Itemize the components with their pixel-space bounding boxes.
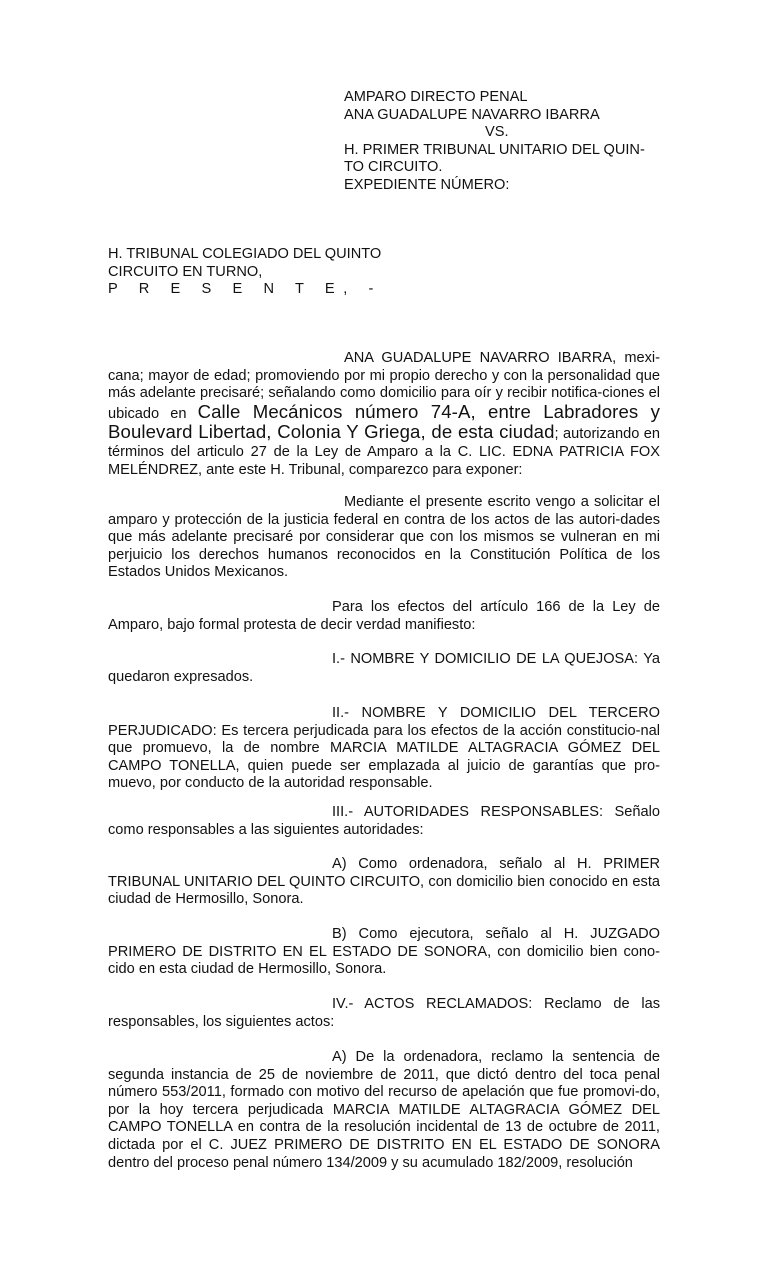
- addressee: [108, 246, 668, 299]
- case-type: AMPARO DIRECTO PENAL: [344, 89, 528, 105]
- intro-text-1: ANA GUADALUPE NAVARRO IBARRA, mexi-cana; mayor de edad; promoviendo por mi propio derecho y con la personalidad que más adelante precisaré; señalando como domicilio para oír y recibir notifica-ciones el ubicado en: [108, 350, 660, 422]
- paragraph-article-166: Para los efectos del artículo 166 de la Ley de Amparo, bajo formal protesta de decir verdad manifiesto:: [108, 599, 660, 633]
- addressee-line-1: H. TRIBUNAL COLEGIADO DEL QUINTO: [108, 246, 382, 262]
- intro-address: Calle Mecánicos número 74-A, entre Labradores y Boulevard Libertad, Colonia Y Griega, de esta ciudad: [108, 400, 661, 443]
- paragraph-authority-b: B) Como ejecutora, señalo al H. JUZGADO PRIMERO DE DISTRITO EN EL ESTADO DE SONORA, con domicilio bien cono-cido en esta ciudad de Hermosillo, Sonora.: [108, 926, 660, 978]
- paragraph-request: Mediante el presente escrito vengo a solicitar el amparo y protección de la justicia federal en contra de los actos de las autori-dades que más adelante precisaré por considerar que con los mismos se vulneran en mi perjuicio los derechos humanos reconocidos en la Constitución Política de los Estados Unidos Mexicanos.: [108, 494, 660, 581]
- paragraph-section-iv: IV.- ACTOS RECLAMADOS: Reclamo de las responsables, los siguientes actos:: [108, 996, 660, 1030]
- versus-label: VS.: [485, 124, 509, 141]
- paragraph-authority-a: A) Como ordenadora, señalo al H. PRIMER TRIBUNAL UNITARIO DEL QUINTO CIRCUITO, con domicilio bien conocido en esta ciudad de Hermosillo, Sonora.: [108, 856, 660, 908]
- case-header: [344, 89, 674, 195]
- paragraph-section-ii: II.- NOMBRE Y DOMICILIO DEL TERCERO PERJUDICADO: Es tercera perjudicada para los efectos de la acción constitucio-nal que promuevo, la de nombre MARCIA MATILDE ALTAGRACIA GÓMEZ DEL CAMPO TONELLA, quien puede ser emplazada al juicio de garantías que pro-muevo, por conducto de la autoridad responsable.: [108, 705, 660, 792]
- defendant-line-2: TO CIRCUITO.: [344, 159, 443, 176]
- file-number-label: EXPEDIENTE NÚMERO:: [344, 176, 510, 193]
- defendant-line-1: H. PRIMER TRIBUNAL UNITARIO DEL QUIN-: [344, 141, 645, 158]
- intro-paragraph: [108, 350, 660, 479]
- intro-text-2: ; autorizando en términos del articulo 27 de la Ley de Amparo a la C. LIC. EDNA PATRICIA FOX MELÉNDREZ, ante este H. Tribunal, comparezco para exponer:: [108, 426, 660, 478]
- addressee-line-2: CIRCUITO EN TURNO,: [108, 263, 263, 280]
- paragraph-section-i: I.- NOMBRE Y DOMICILIO DE LA QUEJOSA: Ya quedaron expresados.: [108, 651, 660, 685]
- addressee-presente: P R E S E N T E, -: [108, 281, 383, 298]
- plaintiff-name: ANA GUADALUPE NAVARRO IBARRA: [344, 106, 600, 123]
- paragraph-act-a: A) De la ordenadora, reclamo la sentencia de segunda instancia de 25 de noviembre de 2011, que dictó dentro del toca penal número 553/2011, formado con motivo del recurso de apelación que fue promovi-do, por la hoy tercera perjudicada MARCIA MATILDE ALTAGRACIA GÓMEZ DEL CAMPO TONELLA en contra de la resolución incidental de 13 de octubre de 2011, dictada por el C. JUEZ PRIMERO DE DISTRITO EN EL ESTADO DE SONORA dentro del proceso penal número 134/2009 y su acumulado 182/2009, resolución: [108, 1049, 660, 1171]
- paragraph-section-iii: III.- AUTORIDADES RESPONSABLES: Señalo como responsables a las siguientes autoridades:: [108, 804, 660, 838]
